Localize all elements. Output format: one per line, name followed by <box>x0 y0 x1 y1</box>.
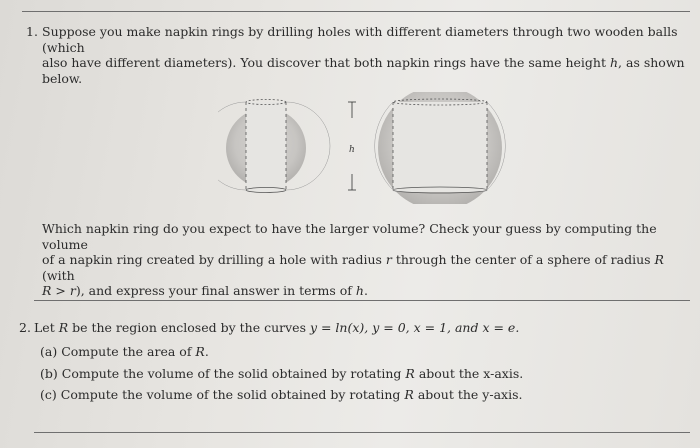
bottom-rule <box>34 432 690 433</box>
part-text-end: about the x-axis. <box>414 366 524 381</box>
problem-1-number: 1. <box>26 24 38 39</box>
var-r: r <box>69 283 76 298</box>
small-napkin-ring <box>218 100 330 193</box>
height-label: h <box>349 145 355 155</box>
part-label: (b) <box>40 366 58 381</box>
var-R: R <box>195 344 205 359</box>
question-text: of a napkin ring created by drilling a hole with radius <box>42 252 386 267</box>
part-text-end: . <box>204 344 209 359</box>
problem-1-question <box>42 221 692 299</box>
problem-1-intro-line-1: Suppose you make napkin rings by drilling holes with different diameters through two wooden balls (which <box>42 24 678 55</box>
part-text: Compute the volume of the solid obtained by rotating <box>61 366 406 381</box>
part-label: (a) <box>40 344 58 359</box>
period: . <box>363 283 368 298</box>
var-r: r <box>385 252 392 267</box>
large-napkin-ring <box>375 92 506 204</box>
intro-var-h: h <box>609 55 619 70</box>
problem-1-intro-line-3: below. <box>42 70 83 86</box>
top-rule <box>22 11 690 12</box>
problem-1-intro-line-2 <box>42 55 687 71</box>
question-line-1: Which napkin ring do you expect to have the larger volume? Check your guess by computing the volume <box>42 221 657 252</box>
stem-text: be the region enclosed by the curves <box>68 320 310 335</box>
part-a <box>40 344 209 359</box>
question-line-3 <box>42 283 692 299</box>
question-line-2 <box>42 252 692 283</box>
intro-text: also have different diameters). You discover that both napkin rings have the same height <box>42 55 610 70</box>
problem-2-number: 2. <box>19 320 31 335</box>
var-R: R <box>404 387 414 402</box>
gt-symbol: > <box>51 283 70 298</box>
part-label: (c) <box>40 387 57 402</box>
var-R: R <box>654 252 664 267</box>
question-text: (with <box>42 267 75 283</box>
napkin-rings-figure <box>218 92 518 204</box>
stem-text: Let <box>34 320 59 335</box>
part-text: Compute the volume of the solid obtained by rotating <box>60 387 405 402</box>
problem-2-stem <box>34 320 674 336</box>
question-text: ), and express your final answer in terms of <box>75 283 356 298</box>
part-b <box>40 366 523 381</box>
var-h: h <box>355 283 364 298</box>
var-R: R <box>42 283 52 298</box>
intro-text-end: , as shown <box>618 55 685 70</box>
var-R: R <box>405 366 415 381</box>
stem-equations: y = ln(x), y = 0, x = 1, and x = e. <box>309 320 520 335</box>
divider-rule <box>34 300 690 301</box>
part-text-end: about the y-axis. <box>413 387 523 402</box>
part-text: Compute the area of <box>61 344 196 359</box>
problem-1-intro <box>42 24 687 86</box>
part-c <box>40 387 522 402</box>
question-text: through the center of a sphere of radius <box>391 252 655 267</box>
var-R: R <box>58 320 69 335</box>
